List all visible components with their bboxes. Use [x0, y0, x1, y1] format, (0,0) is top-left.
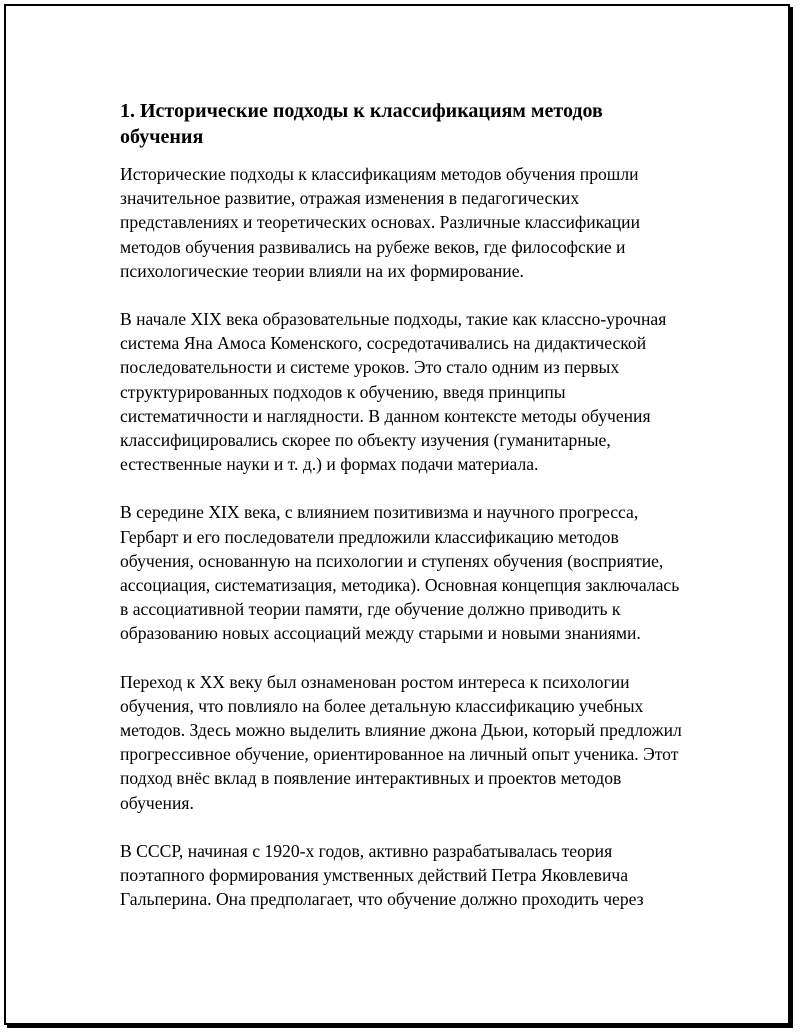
paragraph-3: В середине XIX века, с влиянием позитивизма и научного прогресса, Гербарт и его последователи предложили классификацию методов обучения, основанную на психологии и ступенях обучения (восприятие, ассоциация, систематизация, методика). Основная концепция заключалась в ассоциативной теории памяти, где обучение должно приводить к образованию новых ассоциаций между старыми и новыми знаниями. — [120, 502, 680, 644]
paragraph-4: Переход к XX веку был ознаменован ростом интереса к психологии обучения, что повлияло на более детальную классификацию учебных методов. Здесь можно выделить влияние джона Дьюи, который предложил прогрессивное обучение, ориентированное на личный опыт ученика. Этот подход внёс вклад в появление интерактивных и проектов методов обучения. — [120, 671, 682, 813]
section-heading: 1. Исторические подходы к классификациям методов обучения — [120, 100, 603, 148]
document-body — [120, 98, 686, 935]
page — [4, 4, 790, 1025]
paragraph-5: В СССР, начиная с 1920-х годов, активно разрабатывалась теория поэтапного формирования умственных действий Петра Яковлевича Гальперина. Она предполагает, что обучение должно проходить через — [120, 840, 644, 910]
paragraph-1: Исторические подходы к классификациям методов обучения прошли значительное развитие, отражая изменения в педагогических представлениях и теоретических основах. Различные классификации методов обучения развивались на рубеже веков, где философские и психологические теории влияли на их формирование. — [120, 164, 641, 281]
paragraph-2: В начале XIX века образовательные подходы, такие как классно-урочная система Яна Амоса Коменского, сосредотачивались на дидактической последовательности и системе уроков. Это стало одним из первых структурированных подходов к обучению, введя принципы систематичности и наглядности. В данном контексте методы обучения классифицировались скорее по объекту изучения (гуманитарные, естественные науки и т. д.) и формах подачи материала. — [120, 309, 667, 475]
